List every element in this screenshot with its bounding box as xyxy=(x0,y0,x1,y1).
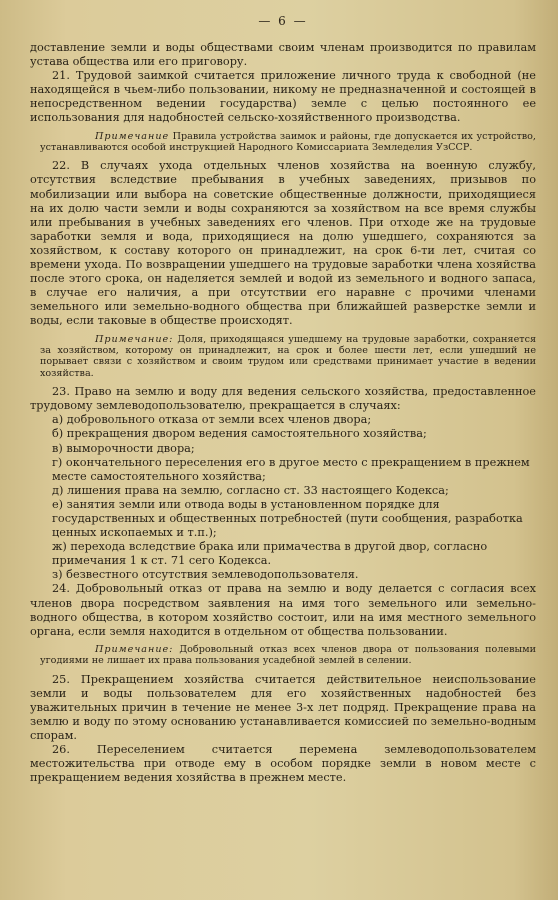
note-heading: Примечание xyxy=(95,130,170,142)
document-body xyxy=(30,41,536,785)
paragraph: 23. Право на землю и воду для ведения сельского хозяйства, предоставленное трудовому землеводопользователю, прекращается в случаях: xyxy=(30,385,536,413)
footnote-note xyxy=(30,131,536,154)
page-number: — 6 — xyxy=(258,14,308,28)
footnote-note xyxy=(30,644,536,667)
note-heading: Примечание: xyxy=(95,333,174,345)
note-text: Правила устройства заимок и районы, где допускается их устройство, устанавливаются особой инструкцией Народного Комиссариата Земледелия УзССР. xyxy=(40,130,536,153)
note-text: Доля, приходящаяся ушедшему на трудовые заработки, сохраняется за хозяйством, которому он принадлежит, на срок и более шести лет, если ушедший не порывает связи с хозяйством и своим трудом или средствами принимает участие в ведении хозяйства. xyxy=(40,333,536,379)
paragraph: 22. В случаях ухода отдельных членов хозяйства на военную службу, отсутствия вследствие пребывания в учебных заведениях, призывов по мобилизации или выбора на советские общественные должности, приходящиеся на их долю части земли и воды сохраняются за хозяйством на все время службы или пребывания в учебных заведениях его членов. При отходе же на трудовые заработки земля и вода, приходящиеся на долю ушедшего, сохраняются за хозяйством, к составу которого он принадлежит, на срок 6-ти лет, считая со времени ухода. По возвращении ушедшего на трудовые заработки члена хозяйства после этого срока, он наделяется землей и водой из земельного и водного запаса, в случае его наличия, а при отсутствии его наравне с прочими членами земельного или земельно-водного общества при ближайшей разверстке земли и воды, если таковые в обществе происходят. xyxy=(30,159,536,328)
note-heading: Примечание: xyxy=(95,643,174,655)
list-item: ж) перехода вследствие брака или примачества в другой двор, согласно примечания 1 к ст. 71 сего Кодекса. xyxy=(52,540,488,568)
paragraph: 24. Добровольный отказ от права на землю и воду делается с согласия всех членов двора посредством заявления на имя того земельного или земельно-водного общества, в котором хозяйство состоит, или на имя местного земельного органа, если земля находится в отдельном от общества пользовании. xyxy=(30,582,536,638)
paragraph: 21. Трудовой заимкой считается приложение личного труда к свободной (не находящейся в чьем-либо пользовании, никому не предназначенной и состоящей в непосредственном ведении государства) земле с целью постоянного ее использования для надобностей сельско-хозяйственного производства. xyxy=(30,69,536,125)
note-text: Добровольный отказ всех членов двора от пользования полевыми угодиями не лишает их права пользования усадебной землей в селении. xyxy=(40,643,536,667)
list-item: в) выморочности двора; xyxy=(52,441,195,455)
list-item: е) занятия земли или отвода воды в установленном порядке для государственных и общественных потребностей (пути сообщения, разработка ценных ископаемых и т.п.); xyxy=(52,497,523,540)
paragraph: доставление земли и воды обществами своим членам производится по правилам устава общества или его приговору. xyxy=(30,41,536,69)
list-item: з) безвестного отсутствия землеводопользователя. xyxy=(52,568,359,582)
footnote-note xyxy=(30,334,536,380)
paragraph: 26. Переселением считается перемена землеводопользователем местожительства при отводе ему в особом порядке земли в новом месте с прекращением ведения хозяйства в прежнем месте. xyxy=(30,743,536,785)
paragraph: 25. Прекращением хозяйства считается действительное неиспользование земли и воды пользователем для его хозяйственных надобностей без уважительных причин в течение не менее 3-х лет подряд. Прекращение права на землю и воду по этому основанию устанавливается комиссией по земельно-водным спорам. xyxy=(30,672,536,742)
list-item: г) окончательного переселения его в другое место с прекращением в прежнем месте самостоятельного хозяйства; xyxy=(52,455,530,483)
list-item: б) прекращения двором ведения самостоятельного хозяйства; xyxy=(52,427,427,441)
list-item: а) добровольного отказа от земли всех членов двора; xyxy=(52,413,372,427)
list-item: д) лишения права на землю, согласно ст. 33 настоящего Кодекса; xyxy=(52,483,449,497)
